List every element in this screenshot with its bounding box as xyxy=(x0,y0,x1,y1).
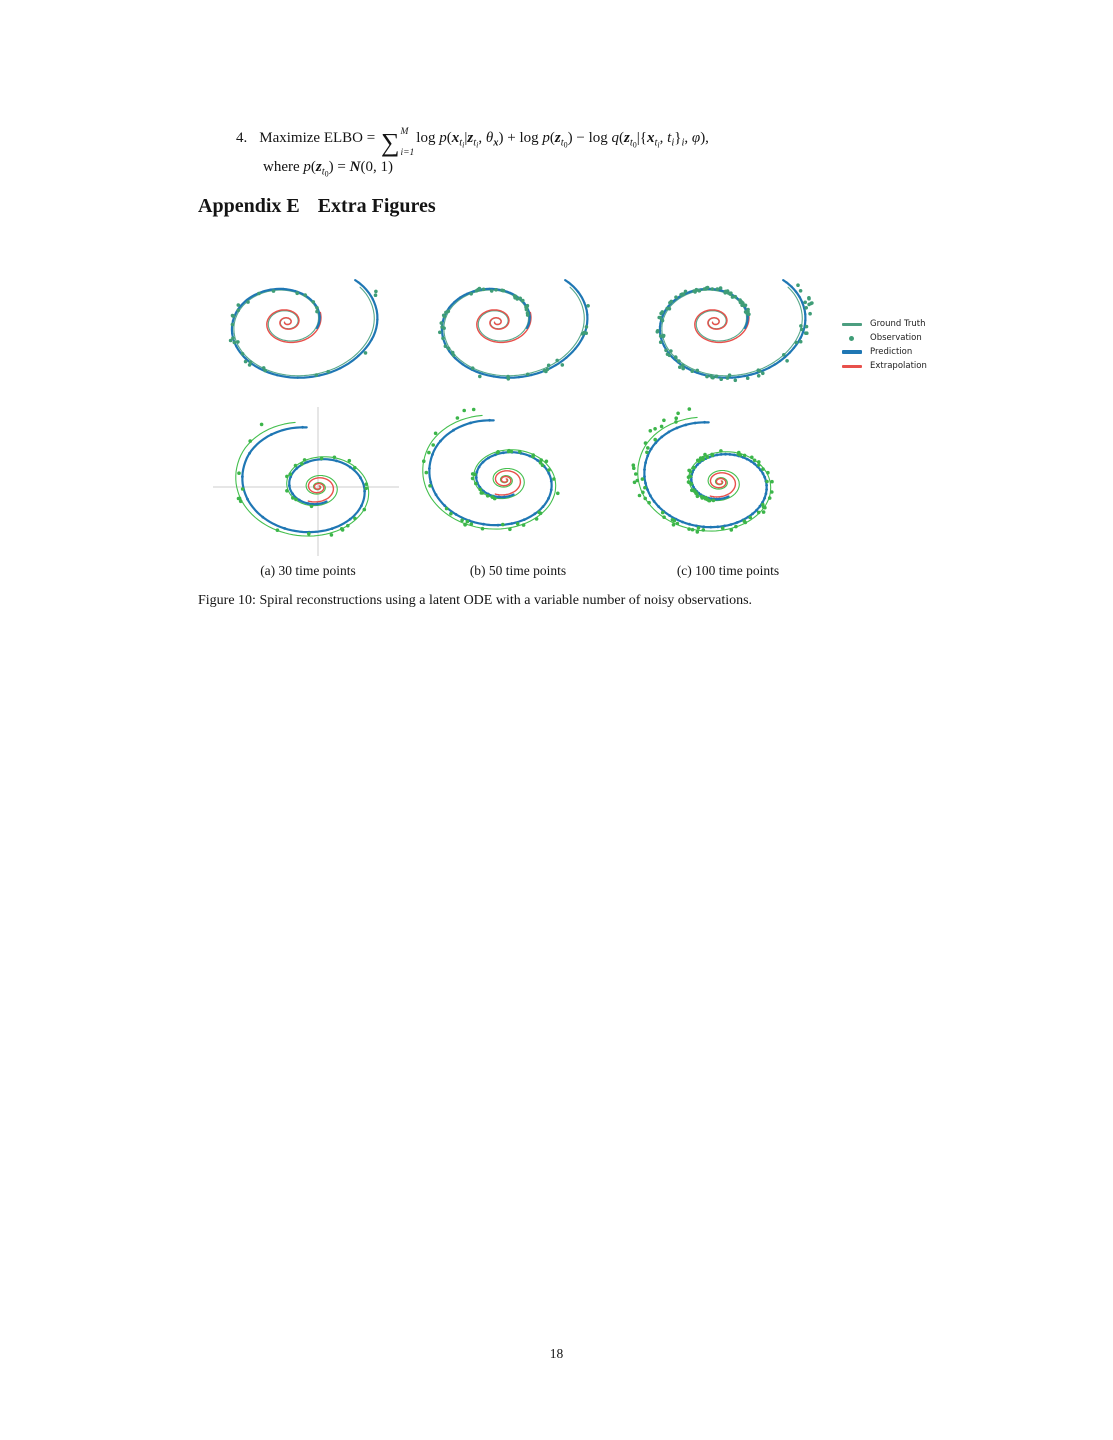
summation-upper-limit: M xyxy=(400,127,409,137)
formula-segment: q xyxy=(611,130,620,146)
formula-segment: z xyxy=(315,159,322,175)
formula-segment: z xyxy=(467,130,474,146)
formula-segment: i xyxy=(462,140,465,150)
legend-line-swatch xyxy=(841,365,862,368)
swatch xyxy=(842,323,862,326)
formula-segment: z xyxy=(554,130,561,146)
formula-segment: ( xyxy=(619,130,625,146)
formula-segment: t xyxy=(321,166,325,178)
spiral-panel-bottom-30 xyxy=(203,405,413,558)
elbo-formula-line2 xyxy=(263,158,709,180)
legend-item-prediction xyxy=(841,345,927,359)
formula-body xyxy=(416,130,709,150)
elbo-formula xyxy=(236,128,709,180)
spiral-panel-top-50-plot xyxy=(413,252,623,405)
formula-segment: , xyxy=(659,130,668,146)
spiral-panel-top-30 xyxy=(203,252,413,405)
spiral-panel-top-100 xyxy=(623,252,833,405)
formula-segment: ) + log xyxy=(498,130,543,146)
formula-segment: t xyxy=(654,137,658,149)
summation-lower-limit: i=1 xyxy=(400,147,415,158)
extrapolation-curve xyxy=(477,310,531,343)
figure-caption: Figure 10: Spiral reconstructions using a latent ODE with a variable number of noisy observations. xyxy=(198,593,753,608)
figure-legend xyxy=(841,317,927,373)
formula-segment: ), xyxy=(700,130,709,146)
spiral-panel-top-50 xyxy=(413,252,623,405)
legend-label: Ground Truth xyxy=(870,319,926,329)
formula-segment: where xyxy=(263,159,304,175)
legend-item-observation xyxy=(841,331,927,345)
formula-segment: N xyxy=(349,159,361,175)
formula-segment: i xyxy=(681,137,685,149)
ground-truth-curve xyxy=(234,287,374,376)
formula-segment: x xyxy=(451,130,460,146)
formula-segment: , xyxy=(684,130,692,146)
extrapolation-curve xyxy=(308,478,333,502)
swatch xyxy=(849,336,854,341)
formula-segment: t xyxy=(473,137,477,149)
formula-segment: i xyxy=(476,140,479,150)
extrapolation-curve xyxy=(710,473,735,497)
ground-truth-curve xyxy=(444,287,584,376)
appendix-title: Extra Figures xyxy=(317,195,436,217)
formula-segment: ( xyxy=(310,159,316,175)
formula-segment: p xyxy=(542,130,550,146)
formula-segment: i xyxy=(657,140,660,150)
legend-label: Extrapolation xyxy=(870,361,927,371)
formula-segment: φ xyxy=(691,130,701,146)
formula-segment: 0 xyxy=(563,140,568,150)
legend-item-ground-truth xyxy=(841,317,927,331)
spiral-panel-bottom-50-plot xyxy=(413,405,623,558)
formula-segment: p xyxy=(439,130,447,146)
extrapolation-curve xyxy=(695,310,749,343)
subcaption-c: (c) 100 time points xyxy=(676,563,780,578)
formula-segment: } xyxy=(674,130,682,146)
formula-segment: x xyxy=(647,130,655,146)
formula-segment: x xyxy=(493,137,499,149)
spiral-panel-bottom-100-plot xyxy=(623,405,833,558)
formula-segment: t xyxy=(459,137,463,149)
formula-segment: 0 xyxy=(632,140,637,150)
spiral-panel-top-30-plot xyxy=(203,252,413,405)
formula-segment: , xyxy=(478,130,486,146)
formula-segment: p xyxy=(303,159,311,175)
ground-truth-curve xyxy=(662,287,802,376)
spiral-panel-bottom-100 xyxy=(623,405,833,558)
appendix-label: Appendix E xyxy=(198,195,300,217)
swatch xyxy=(842,350,862,354)
spiral-panels-grid xyxy=(203,252,833,560)
formula-segment: ( xyxy=(549,130,555,146)
formula-prefix: Maximize ELBO = xyxy=(259,130,379,146)
legend-label: Prediction xyxy=(870,347,913,357)
formula-segment: ) − log xyxy=(567,130,612,146)
spiral-panel-bottom-50 xyxy=(413,405,623,558)
legend-label: Observation xyxy=(870,333,922,343)
subcaption-a: (a) 30 time points xyxy=(260,563,356,578)
formula-segment: |{ xyxy=(636,130,647,146)
appendix-heading xyxy=(198,195,436,218)
legend-line-swatch xyxy=(841,350,862,354)
formula-segment: t xyxy=(629,137,633,149)
swatch xyxy=(842,365,862,368)
prediction-curve xyxy=(242,427,364,532)
formula-segment: log xyxy=(416,130,440,146)
legend-item-extrapolation xyxy=(841,359,927,373)
legend-dot-swatch xyxy=(841,336,862,341)
elbo-formula-line1 xyxy=(236,128,709,158)
legend-line-swatch xyxy=(841,323,862,326)
formula-segment: (0, 1) xyxy=(360,159,393,175)
formula-segment: θ xyxy=(485,130,494,146)
formula-segment: 0 xyxy=(324,169,329,179)
spiral-panel-bottom-30-plot xyxy=(203,405,413,558)
formula-segment: ( xyxy=(446,130,452,146)
page-number: 18 xyxy=(549,1346,564,1361)
subcaption-b: (b) 50 time points xyxy=(469,563,567,578)
spiral-panel-top-100-plot xyxy=(623,252,833,405)
formula-segment: t xyxy=(667,130,672,146)
list-item-number: 4. xyxy=(236,130,248,146)
summation-symbol: ∑ M i=1 xyxy=(380,127,415,158)
extrapolation-curve xyxy=(495,471,520,495)
subcaptions-row xyxy=(203,563,833,579)
formula-segment: | xyxy=(464,130,468,146)
formula-segment: ) = xyxy=(328,159,350,175)
formula-segment: z xyxy=(624,130,630,146)
formula-segment: i xyxy=(671,137,675,149)
formula-segment: t xyxy=(560,137,564,149)
extrapolation-curve xyxy=(267,310,321,343)
